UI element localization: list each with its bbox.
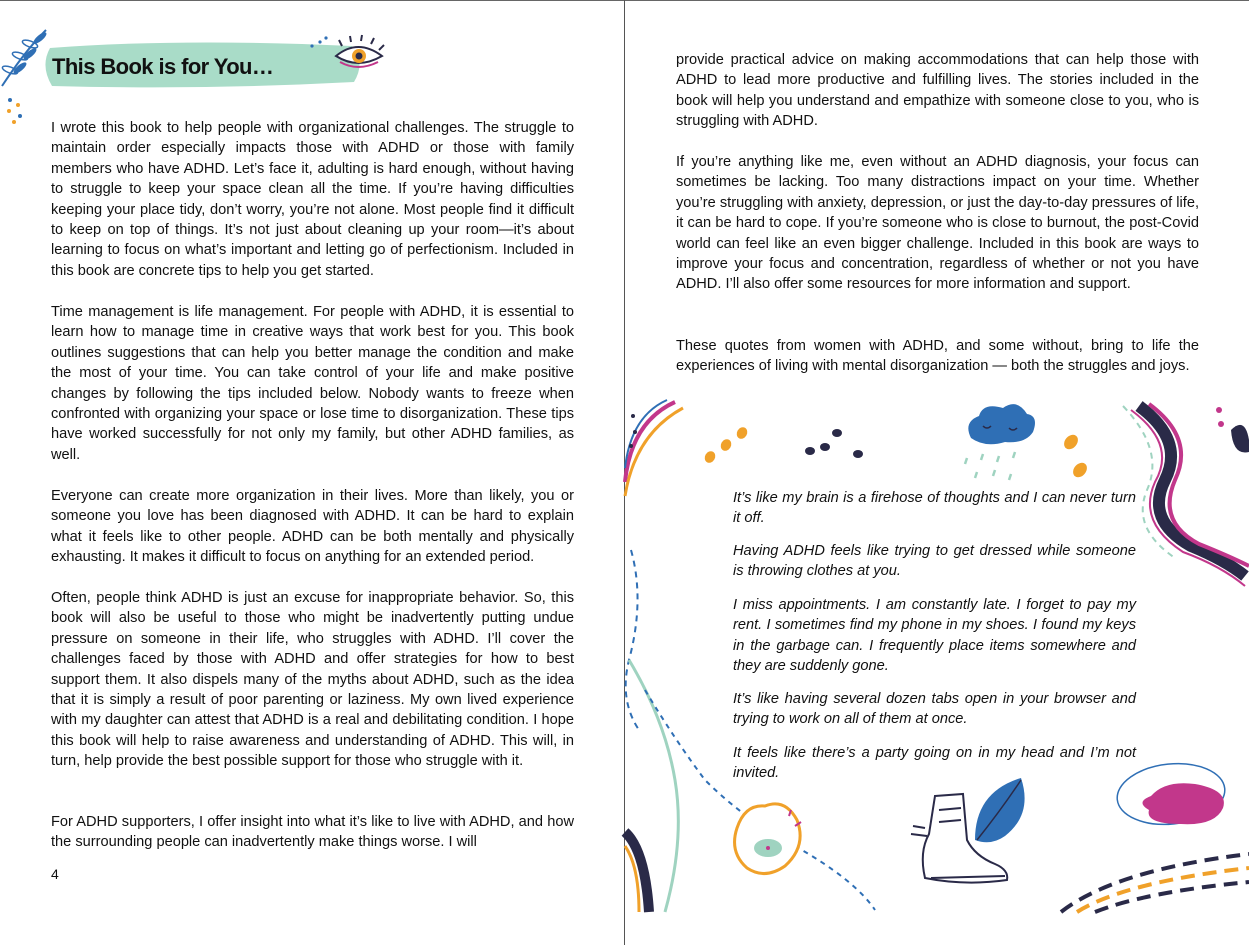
quote: Having ADHD feels like trying to get dressed while someone is throwing clothes at you. [733,543,1136,580]
dot-cluster [4,96,28,126]
quote: It feels like there’s a party going on in my head and I’m not invited. [733,745,1136,782]
quote: It’s like having several dozen tabs open in your browser and trying to work on all of them at once. [733,691,1136,728]
left-page [0,0,624,945]
body-paragraph: Often, people think ADHD is just an excuse for inappropriate behavior. So, this book will also be useful to those who might be inadvertently putting undue pressure on someone in their life, who struggles with ADHD. I’ll cover the challenges faced by those with ADHD and offer strategies for how to best support them. It also dispels many of the myths about ADHD, such as the idea that it is simply a result of poor parenting or laziness. My own lived experience with my daughter can attest that ADHD is a real and debilitating condition. I hope this book will help to raise awareness and understanding of ADHD. This will, in turn, help provide the best possible support for those who struggle with it. [51,590,574,770]
body-paragraph: These quotes from women with ADHD, and some without, bring to life the experiences of living with mental disorganization — both the struggles and joys. [676,338,1199,375]
wavy-stripes [1123,404,1249,586]
leaf-icon [975,778,1025,842]
eye-icon [306,34,390,74]
body-paragraph: I wrote this book to help people with organizational challenges. The struggle to maintain order especially impacts those with ADHD or those with family members who have ADHD. Let’s face it, adulting is hard enough, without having to struggle to keep your space clean all the time. If you’re having difficulties keeping your place tidy, don’t worry, you’re not alone. Most people find it difficult to keep on top of things. It’s not just about cleaning up your room—it’s about learning to focus on what’s important and letting go of perfectionism. Included in this book are concrete tips to help you get started. [51,120,574,279]
page-heading: This Book is for You… [52,54,274,79]
page-number: 4 [51,866,59,882]
body-paragraph: If you’re anything like me, even without an ADHD diagnosis, your focus can sometimes be lacking. Too many distractions impact on your time. Whether you’re struggling with anxiety, depression, or just the day-to-day pressures of life, it can be hard to cope. If you’re someone who is close to burnout, the post-Covid world can feel like an even bigger challenge. Included in this book are ways to improve your focus and concentration, regardless of whether or not you have ADHD. I’ll also offer some resources for more information and support. [676,154,1199,293]
quote: It’s like my brain is a firehose of thoughts and I can never turn it off. [733,490,1136,527]
body-paragraph: provide practical advice on making accommodations that can help those with ADHD to lead more productive and fulfilling lives. The stories included in the book will help you understand and empathize with someone close to you, who is struggling with ADHD. [676,52,1199,130]
body-paragraph: Time management is life management. For people with ADHD, it is essential to learn how to manage time in creative ways that work best for you. This book outlines suggestions that can help you better manage the condition and make the most of your time. You can take control of your life and make positive changes by following the tips included below. Nobody wants to freeze when confronted with organizing your space or lose time to disorganization. These tips have worked successfully for not only my family, but other ADHD families, as well. [51,304,574,463]
body-paragraph: Everyone can create more organization in their lives. More than likely, you or someone you love has been diagnosed with ADHD. It can be hard to explain what it feels like to other people. ADHD can be both mentally and physically exhausting. It makes it difficult to focus on anything for an extended period. [51,488,574,566]
quote: I miss appointments. I am constantly late. I forget to pay my rent. I sometimes find my phone in my shoes. I found my keys in the garbage can. I frequently place items somewhere and they are suddenly gone. [733,597,1136,675]
rain-cloud-icon [965,404,1035,480]
egg-icon [735,804,801,874]
body-paragraph: For ADHD supporters, I offer insight into what it’s like to live with ADHD, and how the surrounding people can inadvertently make things worse. I will [51,814,574,851]
right-page [625,0,1249,945]
